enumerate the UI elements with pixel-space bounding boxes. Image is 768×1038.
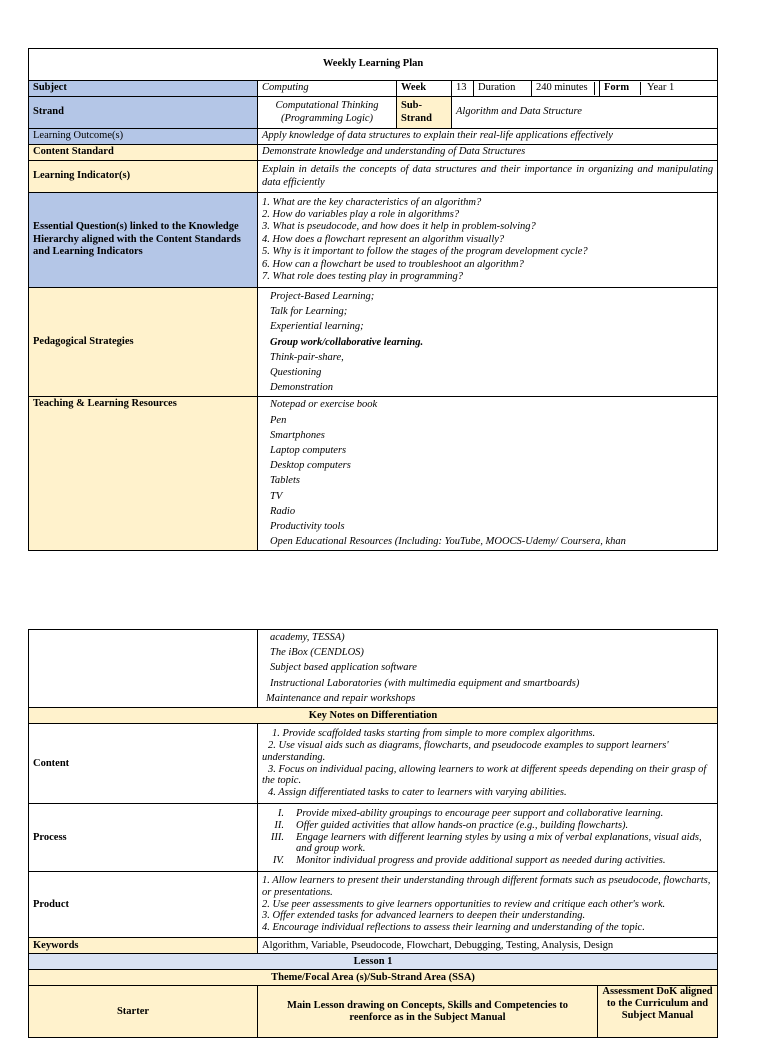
pedagogy-item: Questioning: [270, 367, 322, 379]
process-list: [262, 808, 713, 867]
content-item: 3. Focus on individual pacing, allowing learners to work at different speeds depending on their grasp of the topic.: [262, 763, 707, 787]
differentiation-title: Key Notes on Differentiation: [29, 708, 718, 724]
resource-item: Pen: [270, 414, 287, 426]
resource-item: Laptop computers: [270, 445, 347, 457]
pedagogy-item: Project-Based Learning;: [270, 291, 375, 302]
product-item: 2. Use peer assessments to give learners opportunities to review and critique each other's work.: [262, 898, 666, 910]
pedagogy-item: Group work/collaborative learning.: [270, 336, 424, 348]
form-value: Year 1: [647, 82, 675, 94]
content-standard-value: Demonstrate knowledge and understanding of Data Structures: [258, 145, 718, 161]
plan-title: Weekly Learning Plan: [29, 49, 718, 81]
product-label: Product: [29, 872, 258, 938]
sub-strand-value: Algorithm and Data Structure: [452, 97, 718, 129]
resource-item: Subject based application software: [270, 662, 417, 674]
pedagogy-list: [262, 288, 713, 396]
form-label: Form: [600, 82, 641, 94]
process-item: II. Offer guided activities that allow hands-on practice (e.g., building flowcharts).: [274, 819, 629, 831]
product-list: [262, 875, 713, 934]
resources-label: Teaching & Learning Resources: [29, 397, 258, 551]
indicator-label: Learning Indicator(s): [29, 161, 258, 193]
resources-list: [262, 397, 713, 550]
essential-question: 6. How can a flowchart be used to troubleshoot an algorithm?: [262, 258, 524, 270]
sub-strand-label: Sub-Strand: [397, 97, 452, 129]
indicator-value: Explain in details the concepts of data structures and their importance in organizing and manipulating data efficiently: [258, 161, 718, 193]
theme-title: Theme/Focal Area (s)/Sub-Strand Area (SSA): [29, 970, 718, 986]
essential-question: 3. What is pseudocode, and how does it help in problem-solving?: [262, 221, 536, 233]
outcome-label: Learning Outcome(s): [29, 129, 258, 145]
weekly-plan-table-continued: [28, 629, 718, 1038]
resource-item: Open Educational Resources (Including: YouTube, MOOCS-Udemy/ Coursera, khan: [270, 536, 626, 548]
resource-item: Smartphones: [270, 429, 325, 441]
resource-item: TV: [270, 490, 283, 502]
essential-question: 4. How does a flowchart represent an algorithm visually?: [262, 233, 505, 245]
product-item: 4. Encourage individual reflections to assess their learning and understanding of the topic.: [262, 922, 645, 934]
keywords-value: Algorithm, Variable, Pseudocode, Flowchart, Debugging, Testing, Analysis, Design: [258, 938, 718, 954]
process-label: Process: [29, 804, 258, 872]
product-item: 3. Offer extended tasks for advanced learners to deepen their understanding.: [262, 910, 586, 922]
resource-item: Notepad or exercise book: [270, 399, 378, 411]
resource-item: The iBox (CENDLOS): [270, 647, 364, 659]
pedagogy-item: Demonstration: [270, 382, 333, 394]
essential-question: 7. What role does testing play in programming?: [262, 270, 464, 282]
essential-question: 2. How do variables play a role in algorithms?: [262, 209, 460, 221]
essential-questions-label: Essential Question(s) linked to the Knowledge Hierarchy aligned with the Content Standards and Learning Indicators: [29, 193, 258, 288]
weekly-plan-table: [28, 48, 718, 551]
resource-item: Tablets: [270, 475, 300, 487]
content-item: 2. Use visual aids such as diagrams, flowcharts, and pseudocode examples to support learners' understanding.: [262, 740, 669, 763]
content-list: [262, 728, 713, 799]
strand-value: Computational Thinking (Programming Logic): [258, 97, 397, 129]
duration-value: 240 minutes: [532, 82, 595, 94]
resource-item: Desktop computers: [270, 460, 351, 472]
resource-item: Maintenance and repair workshops: [266, 692, 416, 704]
pedagogy-item: Think-pair-share,: [270, 351, 344, 363]
essential-question: 5. Why is it important to follow the stages of the program development cycle?: [262, 246, 588, 258]
process-item: III. Engage learners with different learning styles by using a mix of verbal explanations, visual aids, and group work.: [270, 831, 702, 855]
strand-label: Strand: [29, 97, 258, 129]
essential-question: 1. What are the key characteristics of an algorithm?: [262, 196, 482, 208]
resource-item: Radio: [270, 505, 296, 517]
product-item: 1. Allow learners to present their understanding through different formats such as pseudocode, flowcharts, or presentations.: [262, 875, 711, 898]
week-label: Week: [397, 81, 452, 97]
content-label: Content: [29, 724, 258, 804]
assessment-label: Assessment DoK aligned to the Curriculum and Subject Manual: [598, 986, 718, 1038]
week-value: 13: [452, 81, 474, 97]
subject-value: Computing: [258, 81, 397, 97]
content-standard-label: Content Standard: [29, 145, 258, 161]
duration-label: Duration: [474, 81, 532, 97]
content-item: 1. Provide scaffolded tasks starting from simple to more complex algorithms.: [272, 728, 596, 740]
essential-questions-list: [262, 197, 713, 284]
subject-label: Subject: [29, 81, 258, 97]
pedagogy-item: Experiential learning;: [270, 321, 364, 333]
keywords-label: Keywords: [29, 938, 258, 954]
main-lesson-label: Main Lesson drawing on Concepts, Skills and Competencies to reenforce as in the Subject Manual: [287, 999, 568, 1023]
resource-item: Productivity tools: [270, 521, 345, 533]
content-item: 4. Assign differentiated tasks to cater to learners with varying abilities.: [268, 787, 567, 799]
lesson-title: Lesson 1: [29, 954, 718, 970]
pedagogy-item: Talk for Learning;: [270, 306, 348, 318]
resource-item: academy, TESSA): [270, 632, 345, 643]
resource-item: Instructional Laboratories (with multimedia equipment and smartboards): [270, 677, 580, 689]
outcome-value: Apply knowledge of data structures to explain their real-life applications effectively: [258, 129, 718, 145]
resources-cont-list: [262, 630, 713, 707]
process-item: IV. Monitor individual progress and provide additional support as needed during activities.: [272, 855, 666, 867]
pedagogy-label: Pedagogical Strategies: [29, 288, 258, 397]
process-item: I. Provide mixed-ability groupings to encourage peer support and collaborative learning.: [277, 808, 664, 820]
starter-label: Starter: [29, 986, 258, 1038]
